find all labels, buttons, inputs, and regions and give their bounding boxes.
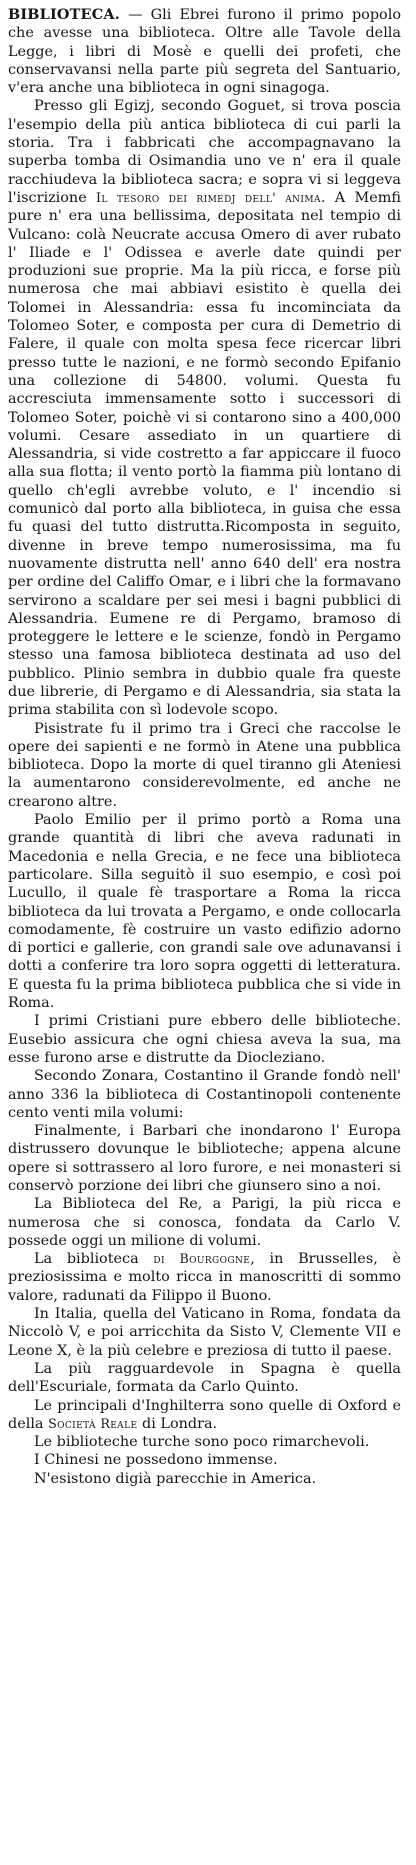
- paragraph-athens: Pisistrate fu il primo tra i Greci che raccolse le opere dei sapienti e ne formò in Atene una pubblica biblioteca. Dopo la morte di quel tiranno gli Ateniesi la aumentarono considerevolmente, ed anche ne crearono altre.: [8, 720, 401, 810]
- egypt-text-before: Presso gli Egizj, secondo Goguet, si trova poscia l'esempio della più antica biblioteca di cui parli la storia. Tra i fabbricati che accompagnavano la superba tomba di Osimandia uno ve n' era il quale racchiudeva la biblioteca sacra; e sopra vi si leggeva l'iscrizione: [8, 98, 401, 206]
- article-page: [8, 6, 401, 1488]
- entry-title: BIBLIOTECA.: [8, 6, 120, 23]
- paragraph-china: I Chinesi ne possedono immense.: [34, 1452, 278, 1469]
- paragraph-christians: I primi Cristiani pure ebbero delle biblioteche. Eusebio assicura che ogni chiesa aveva la sua, ma esse furono arse e distrutte da Diocleziano.: [8, 1013, 401, 1066]
- england-text-before: Le principali d'Inghilterra sono quelle di Oxford e della: [8, 1397, 401, 1432]
- paragraph-intro: [8, 6, 401, 97]
- bourgogne-text-before: La biblioteca: [34, 1251, 154, 1268]
- paragraph-turkey: Le biblioteche turche sono poco rimarchevoli.: [34, 1434, 370, 1451]
- paragraph-spain: La più ragguardevole in Spagna è quella dell'Escuriale, formata da Carlo Quinto.: [8, 1360, 401, 1396]
- bourgogne-name: di Bourgogne: [153, 1251, 251, 1267]
- england-text-after: di Londra.: [137, 1415, 218, 1432]
- paragraph-england: [8, 1397, 401, 1434]
- bourgogne-text-after: , in Brusselles, è preziosissima e molto ricca in manoscritti di sommo valore, radunati da Filippo il Buono.: [8, 1251, 401, 1304]
- inscription-text: Il tesoro dei rimedj dell' anima: [96, 189, 321, 205]
- paragraph-america: N'esistono digià parecchie in America.: [34, 1470, 317, 1487]
- egypt-text-after: . A Memfi pure n' era una bellissima, depositata nel tempio di Vulcano: colà Neucrate accusa Omero di aver rubato l' Iliade e l' Odissea e averle date quindi per produzioni sue proprie. Ma la più ricca, e forse più numerosa che mai abbiavi esistito è quella dei Tolomei in Alessandria: essa fu incominciata da Tolomeo Soter, e composta per cura di Demetrio di Falere, il quale con molta spesa fece ricercar libri presso tutte le nazioni, e ne formò secondo Epifanio una collezione di 54800. volumi. Questa fu accresciuta immensamente sotto i successori di Tolomeo Soter, poichè vi si contarono sino a 400,000 volumi. Cesare assediato in un quartiere di Alessandria, si vide costretto a far appiccare il fuoco alla sua flotta; il vento portò la fiamma più lontano di quello ch'egli avrebbe voluto, e l' incendio si comunicò dal porto alla biblioteca, in guisa che essa fu quasi del tutto distrutta.Ricomposta in seguito, divenne in breve tempo numerosissima, ma fu nuovamente distrutta nell' anno 640 dell' era nostra per ordine del Califfo Omar, e i libri che la formavano servirono a scaldare per sei mesi i bagni pubblici di Alessandria. Eumene re di Pergamo, bramoso di proteggere le lettere e le scienze, fondò in Pergamo stesso una famosa biblioteca destinata ad uso del pubblico. Plinio sembra in dubbio quale fra queste due librerie, di Pergamo e di Alessandria, sia stata la prima stabilita con sì lodevole scopo.: [8, 189, 401, 719]
- paragraph-paris: La Biblioteca del Re, a Parigi, la più ricca e numerosa che si conosca, fondata da Carlo V. possede oggi un milione di volumi.: [8, 1196, 401, 1249]
- paragraph-rome: Paolo Emilio per il primo portò a Roma una grande quantità di libri che aveva radunati in Macedonia e nella Grecia, e ne fece una biblioteca particolare. Silla seguitò il suo esempio, e così poi Lucullo, il quale fè trasportare a Roma la ricca biblioteca da lui trovata a Pergamo, e onde collocarla comodamente, fè costruire un vasto edifizio adorno di portici e gallerie, con grandi sale ove adunavansi i dotti a conferire tra loro sopra oggetti di letteratura. E questa fu la prima biblioteca pubblica che si vide in Roma.: [8, 812, 401, 1012]
- paragraph-bourgogne: [8, 1250, 401, 1305]
- paragraph-barbarians: Finalmente, i Barbari che inondarono l' Europa distrussero dovunque le biblioteche; appena alcune opere si sottrassero al loro furore, e nei monasteri si conservò porzione dei libri che giunsero sino a noi.: [8, 1123, 401, 1194]
- royal-society-name: Società Reale: [48, 1415, 138, 1431]
- paragraph-constantinople: Secondo Zonara, Costantino il Grande fondò nell' anno 336 la biblioteca di Costantinopoli contenente cento venti mila volumi:: [8, 1068, 401, 1121]
- paragraph-vatican: In Italia, quella del Vaticano in Roma, fondata da Niccolò V, e poi arricchita da Sisto V, Clemente VII e Leone X, è la più celebre e preziosa di tutto il paese.: [8, 1306, 401, 1359]
- paragraph-egypt-alexandria: [8, 97, 401, 719]
- intro-text: — Gli Ebrei furono il primo popolo che avesse una biblioteca. Oltre alle Tavole della Legge, i libri di Mosè e quelli dei profeti, che conservavansi nella parte più segreta del Santuario, v'era anche una biblioteca in ogni sinagoga.: [8, 7, 401, 97]
